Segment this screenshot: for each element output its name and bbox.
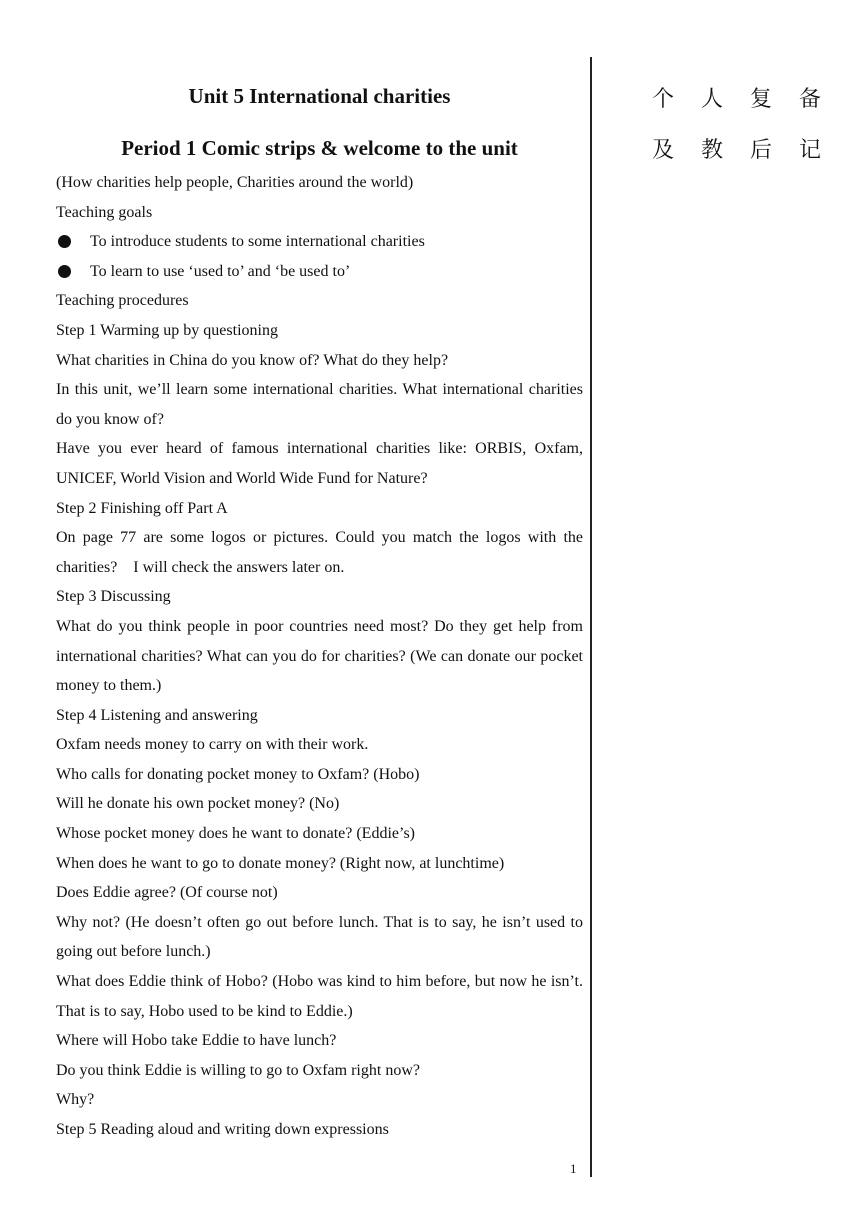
step4-line: Where will Hobo take Eddie to have lunch? xyxy=(56,1032,337,1050)
step1-paragraph: Have you ever heard of famous international charities like: ORBIS, Oxfam, UNICEF, World Vision and World Wide Fund for Nature? xyxy=(56,440,583,487)
step4-line: Oxfam needs money to carry on with their work. xyxy=(56,736,369,754)
step3-paragraph: What do you think people in poor countries need most? Do they get help from international charities? What can you do for charities? (We can donate our pocket money to them.) xyxy=(56,617,583,695)
topics-line: (How charities help people, Charities around the world) xyxy=(56,174,414,191)
period-title: Period 1 Comic strips & welcome to the unit xyxy=(121,136,518,160)
step4-line: Does Eddie agree? (Of course not) xyxy=(56,884,278,902)
step1-paragraph: In this unit, we’ll learn some international charities. What international charities do you know of? xyxy=(56,381,583,428)
step4-line: When does he want to go to donate money? (Right now, at lunchtime) xyxy=(56,854,505,872)
column-divider xyxy=(590,57,592,1177)
step4-line: Whose pocket money does he want to donate? (Eddie’s) xyxy=(56,825,415,843)
step2-heading: Step 2 Finishing off Part A xyxy=(56,499,228,517)
step4-line: Why? xyxy=(56,1091,95,1109)
goal-text: To introduce students to some international charities xyxy=(90,233,425,251)
side-note-line: 及 教 后 记 xyxy=(652,138,831,163)
step2-paragraph: On page 77 are some logos or pictures. Could you match the logos with the charities? I will check the answers later on. xyxy=(56,529,583,576)
step4-heading: Step 4 Listening and answering xyxy=(56,706,258,724)
step1-question: What charities in China do you know of? What do they help? xyxy=(56,351,449,369)
step4-line: Will he donate his own pocket money? (No) xyxy=(56,795,340,813)
step4-line: Do you think Eddie is willing to go to Oxfam right now? xyxy=(56,1061,420,1079)
step4-line: Who calls for donating pocket money to Oxfam? (Hobo) xyxy=(56,765,420,783)
unit-title: Unit 5 International charities xyxy=(188,84,451,108)
goal-item xyxy=(56,257,583,287)
side-note-line: 个 人 复 备 xyxy=(652,87,831,112)
step5-heading: Step 5 Reading aloud and writing down expressions xyxy=(56,1121,389,1138)
bullet-icon xyxy=(58,235,71,248)
side-note xyxy=(652,74,831,176)
step4-paragraph: Why not? (He doesn’t often go out before lunch. That is to say, he isn’t used to going out before lunch.) xyxy=(56,913,583,961)
goals-heading: Teaching goals xyxy=(56,203,153,221)
step4-paragraph: What does Eddie think of Hobo? (Hobo was kind to him before, but now he isn’t. That is to say, Hobo used to be kind to Eddie.) xyxy=(56,973,583,1020)
main-column xyxy=(56,78,583,1145)
step3-heading: Step 3 Discussing xyxy=(56,588,171,606)
goal-text: To learn to use ‘used to’ and ‘be used to’ xyxy=(90,262,351,280)
bullet-icon xyxy=(58,265,71,278)
goal-item xyxy=(56,227,583,257)
step1-heading: Step 1 Warming up by questioning xyxy=(56,321,278,339)
page-number: 1 xyxy=(570,1161,577,1176)
procedures-heading: Teaching procedures xyxy=(56,292,189,310)
